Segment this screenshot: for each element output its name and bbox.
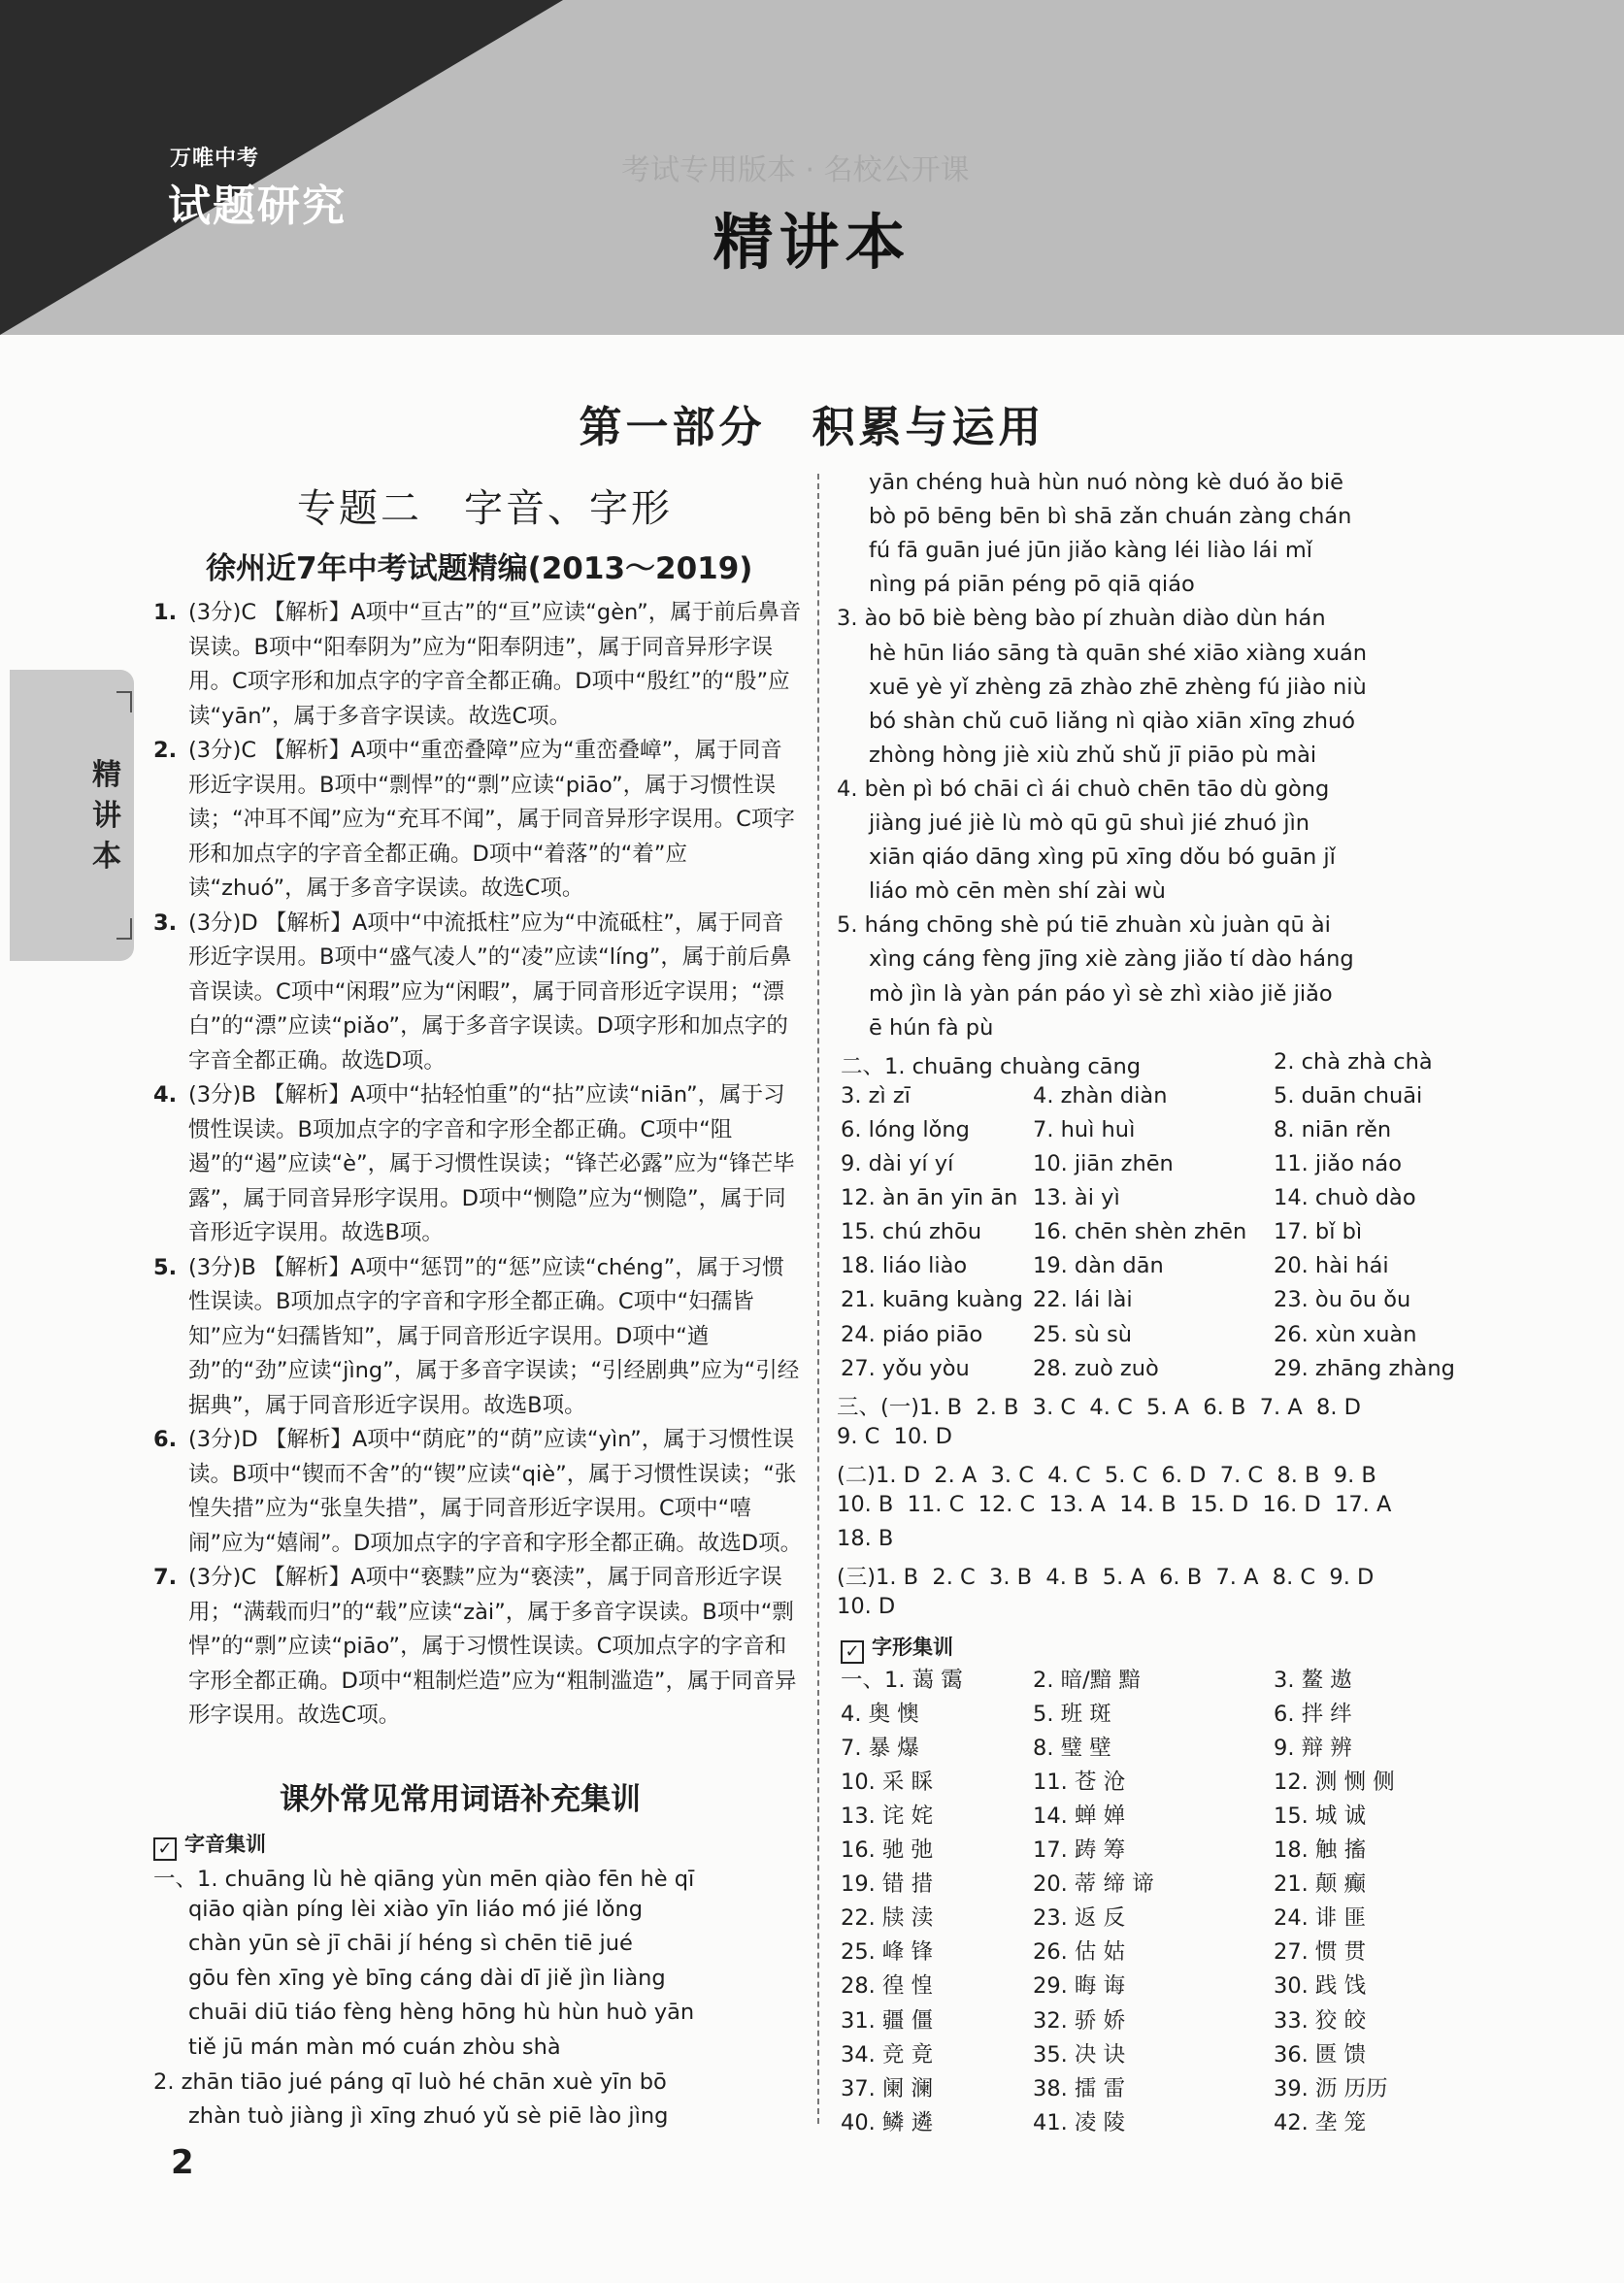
item-text: (3分)C 【解析】A项中“亵黩”应为“亵渎”，属于同音形近字误用；“满载而归”的“载”应读“zài”，属于多音字误读。B项中“剽悍”的“剽”应读“piāo”，属于习惯性误读。C项加点字的字音和字形全都正确。D项中“粗制烂造”应为“粗制滥造”，属于同音异形字误用。故选C项。 (188, 1565, 797, 1728)
choice-answers: 18. B (837, 1526, 894, 1552)
zixing-answer: 5. 班 斑 (1033, 1701, 1111, 1727)
item-number: 7. (153, 1565, 178, 1590)
item-number: 4. (153, 1082, 178, 1108)
zixing-answer: 20. 蒂 缔 谛 (1033, 1871, 1154, 1898)
zixing-answer: 4. 奥 懊 (841, 1701, 919, 1727)
answer-item (153, 734, 804, 907)
item-number: 3. (153, 910, 178, 936)
pinyin-answer: 27. yǒu yòu (841, 1355, 970, 1381)
pinyin-answer: 18. liáo liào (841, 1253, 968, 1279)
pinyin-line: gōu fèn xīng yè bīng cáng dài dī jiě jìn liàng (188, 1965, 666, 1991)
zixing-answer: 30. 践 饯 (1274, 1973, 1367, 2000)
pinyin-answer: 2. chà zhà chà (1274, 1048, 1433, 1075)
zixing-answer: 14. 蝉 婵 (1033, 1803, 1126, 1829)
pinyin-line: tiě jū mán màn mó cuán zhòu shà (188, 2035, 561, 2060)
pinyin-answer: 22. lái lài (1033, 1287, 1133, 1313)
pinyin-line: 一、1. chuāng lù hè qiāng yùn mēn qiào fēn hè qī (153, 1867, 695, 1892)
item-number: 1. (153, 600, 178, 625)
zixing-answer: 18. 触 搐 (1274, 1837, 1367, 1863)
pinyin-answer: 11. jiǎo náo (1274, 1151, 1402, 1176)
check-icon: ✓ (841, 1640, 864, 1664)
bracket-bottom (116, 918, 132, 940)
item-number: 5. (153, 1254, 178, 1280)
pinyin-line: mò jìn là yàn pán páo yì sè zhì xiào jiě jiǎo (869, 980, 1333, 1007)
section-subtitle: 徐州近7年中考试题精编(2013～2019) (206, 551, 753, 586)
zixing-answer: 11. 苍 沧 (1033, 1769, 1126, 1795)
pinyin-answer: 4. zhàn diàn (1033, 1082, 1168, 1108)
choice-answers: 10. D (837, 1594, 896, 1620)
zixing-answer: 23. 返 反 (1033, 1905, 1126, 1932)
pinyin-answer: 12. àn ān yīn ān (841, 1185, 1018, 1211)
zixing-answer: 26. 估 姑 (1033, 1939, 1126, 1966)
pinyin-line: chuāi diū tiáo fèng hèng hōng hù hùn huò yān (188, 2000, 695, 2026)
zixing-answer: 6. 拌 绊 (1274, 1701, 1352, 1727)
zixing-answer: 33. 狡 皎 (1274, 2007, 1367, 2034)
pinyin-line: nìng pá piān péng pō qiā qiáo (869, 572, 1195, 598)
pinyin-line: ē hún fà pù (869, 1014, 994, 1041)
pinyin-line: liáo mò cēn mèn shí zài wù (869, 878, 1166, 905)
bracket-top (116, 691, 132, 712)
pinyin-answer: 16. chēn shèn zhēn (1033, 1219, 1247, 1245)
zixing-answer: 39. 沥 历历 (1274, 2075, 1388, 2101)
pinyin-line: chàn yūn sè jī chāi jí héng sì chēn tiē jué (188, 1931, 633, 1957)
pinyin-line: yān chéng huà hùn nuó nòng kè duó ǎo biē (869, 470, 1344, 495)
zixing-answer: 40. 鳞 遴 (841, 2109, 934, 2135)
pinyin-line: 5. háng chōng shè pú tiē zhuàn xù juàn qū ài (837, 912, 1331, 939)
zixing-answer: 一、1. 蔼 霭 (841, 1667, 963, 1693)
answer-item (153, 596, 804, 734)
brand-triangle (0, 0, 563, 335)
pinyin-answer: 19. dàn dān (1033, 1253, 1164, 1279)
pinyin-line: 4. bèn pì bó chāi cì ái chuò chēn tāo dù gòng (837, 776, 1330, 802)
choice-answers: 三、(一)1. B 2. B 3. C 4. C 5. A 6. B 7. A 8. D (837, 1394, 1361, 1420)
item-text: (3分)C 【解析】A项中“重峦叠障”应为“重峦叠嶂”，属于同音形近字误用。B项中“剽悍”的“剽”应读“piāo”，属于习惯性误读；“冲耳不闻”应为“充耳不闻”，属于同音异形字误用。C项字形和加点字的字音全都正确。D项中“着落”的“着”应读“zhuó”，属于多音字误读。故选C项。 (188, 738, 795, 901)
zixing-answer: 15. 城 诚 (1274, 1803, 1367, 1829)
zixing-answer: 19. 错 措 (841, 1871, 934, 1898)
zixing-answer: 41. 凌 陵 (1033, 2109, 1126, 2135)
pinyin-answer: 14. chuò dào (1274, 1185, 1416, 1211)
side-tab (10, 670, 134, 961)
zixing-answer: 17. 踌 筹 (1033, 1837, 1126, 1863)
pinyin-line: jiàng jué jiè lù mò qū gū shuì jié zhuó jìn (869, 811, 1310, 836)
zixing-answer: 2. 暗/黯 黯 (1033, 1667, 1141, 1693)
zixing-answer: 13. 诧 姹 (841, 1803, 934, 1829)
zixing-answer: 32. 骄 娇 (1033, 2007, 1126, 2034)
zixing-answer: 25. 峰 锋 (841, 1939, 934, 1966)
pinyin-answer: 26. xùn xuàn (1274, 1321, 1417, 1347)
item-text: (3分)B 【解析】A项中“拈轻怕重”的“拈”应读“niān”，属于习惯性误读。B项加点字的字音和字形全都正确。C项中“阻遏”的“遏”应读“è”，属于习惯性误读；“锋芒必露”应为“锋芒毕露”，属于同音异形字误用。D项中“恻隐”应为“恻隐”，属于同音形近字误用。故选B项。 (188, 1082, 795, 1245)
pinyin-answer: 15. chú zhōu (841, 1219, 982, 1245)
exam-answer-list (153, 596, 804, 1734)
zixing-answer: 21. 颠 癫 (1274, 1871, 1367, 1898)
item-text: (3分)D 【解析】A项中“荫庇”的“荫”应读“yìn”，属于习惯性误读。B项中“锲而不舍”的“锲”应读“qiè”，属于习惯性误读；“张惶失措”应为“张皇失措”，属于同音形近字误用。C项中“嘻闹”应为“嬉闹”。D项加点字的字音和字形全都正确。故选D项。 (188, 1427, 803, 1556)
pinyin-line: qiāo qiàn píng lèi xiào yīn liáo mó jié lǒng (188, 1896, 644, 1922)
choice-answers: 9. C 10. D (837, 1423, 952, 1449)
pinyin-answer: 28. zuò zuò (1033, 1355, 1159, 1381)
pinyin-answer: 17. bǐ bì (1274, 1219, 1363, 1245)
zixing-answer: 28. 徨 惶 (841, 1973, 934, 2000)
pinyin-line: bò pō bēng bēn bì shā zǎn chuán zàng chán (869, 504, 1352, 530)
pinyin-line: xuē yè yǐ zhèng zā zhào zhē zhèng fú jiào niù (869, 674, 1367, 700)
pinyin-answer: 13. ài yì (1033, 1185, 1120, 1211)
pinyin-answer: 7. huì huì (1033, 1116, 1136, 1142)
check-icon: ✓ (153, 1837, 177, 1861)
topic-title: 专题二 字音、字形 (297, 486, 673, 531)
pinyin-line: hè hūn liáo sāng tà quān shé xiāo xiàng xuán (869, 640, 1368, 666)
answer-item (153, 1251, 804, 1424)
pinyin-answer: 20. hài hái (1274, 1253, 1389, 1279)
zixing-answer: 3. 鳌 遨 (1274, 1667, 1352, 1693)
zixing-answer: 24. 诽 匪 (1274, 1905, 1367, 1932)
zixing-answer: 36. 匮 馈 (1274, 2041, 1367, 2068)
part-title: 第一部分 积累与运用 (579, 403, 1045, 452)
zixing-answer: 16. 驰 弛 (841, 1837, 934, 1863)
item-text: (3分)D 【解析】A项中“中流抵柱”应为“中流砥柱”，属于同音形近字误用。B项中“盛气凌人”的“凌”应读“líng”，属于前后鼻音误读。C项中“闲瑕”应为“闲暇”，属于同音形近字误用；“漂白”的“漂”应读“piǎo”，属于多音字误读。D项字形和加点字的字音全都正确。故选D项。 (188, 910, 792, 1074)
zixing-answer: 8. 璧 壁 (1033, 1735, 1111, 1761)
zixing-answer: 35. 决 诀 (1033, 2041, 1126, 2068)
item-text: (3分)B 【解析】A项中“惩罚”的“惩”应读“chéng”，属于习惯性误读。B项加点字的字音和字形全都正确。C项中“妇孺皆知”应为“妇孺皆知”，属于同音形近字误用。D项中“遒劲”的“劲”应读“jìng”，属于多音字误读；“引经剧典”应为“引经据典”，属于同音形近字误用。故选B项。 (188, 1254, 800, 1418)
pinyin-answer: 3. zì zī (841, 1082, 911, 1108)
pinyin-line: 2. zhān tiāo jué páng qī luò hé chān xuè yīn bō (153, 2068, 667, 2095)
zixing-answer: 12. 测 恻 侧 (1274, 1769, 1395, 1795)
pinyin-answer: 5. duān chuāi (1274, 1082, 1423, 1108)
pinyin-line: bó shàn chǔ cuō liǎng nì qiào xiān xīng zhuó (869, 708, 1355, 734)
pinyin-line: 3. ào bō biè bèng bào pí zhuàn diào dùn hán (837, 606, 1326, 632)
zixing-answer: 9. 辩 辨 (1274, 1735, 1352, 1761)
choice-answers: 10. B 11. C 12. C 13. A 14. B 15. D 16. D 17. A (837, 1492, 1392, 1517)
pinyin-answer: 10. jiān zhēn (1033, 1151, 1174, 1176)
zixing-answer: 38. 擂 雷 (1033, 2075, 1126, 2101)
zixing-answer: 7. 暴 爆 (841, 1735, 919, 1761)
side-tab-label: 精 讲 本 (92, 758, 121, 874)
pinyin-answer: 8. niān rěn (1274, 1116, 1392, 1142)
zixing-answer: 22. 牍 渎 (841, 1905, 934, 1932)
pinyin-answer: 25. sù sù (1033, 1321, 1133, 1347)
pinyin-answer: 21. kuāng kuàng (841, 1287, 1023, 1313)
zixing-answer: 37. 阑 澜 (841, 2075, 934, 2101)
answer-item (153, 1561, 804, 1734)
brand-logo-text: 试题研究 (168, 182, 347, 231)
answer-item (153, 1423, 804, 1561)
zi-xing-header: ✓ 字形集训 (841, 1632, 953, 1664)
pinyin-answer: 6. lóng lǒng (841, 1116, 970, 1142)
item-text: (3分)C 【解析】A项中“亘古”的“亘”应读“gèn”，属于前后鼻音误读。B项中“阳奉阴为”应为“阳奉阴违”，属于同音异形字误用。C项字形和加点字的字音全都正确。D项中“殷红”的“殷”应读“yān”，属于多音字误读。故选C项。 (188, 600, 802, 729)
pinyin-line: zhòng hòng jiè xiù zhǔ shǔ jī piāo pù mài (869, 742, 1317, 768)
zixing-answer: 42. 垄 笼 (1274, 2109, 1367, 2135)
pinyin-answer: 24. piáo piāo (841, 1321, 983, 1347)
column-divider (817, 474, 819, 2124)
zixing-answer: 31. 疆 僵 (841, 2007, 934, 2034)
item-number: 2. (153, 738, 178, 763)
brand-subtitle: 万唯中考 (170, 147, 260, 171)
choice-answers: (二)1. D 2. A 3. C 4. C 5. C 6. D 7. C 8. B 9. B (837, 1462, 1376, 1488)
answer-item (153, 907, 804, 1079)
pinyin-line: xiān qiáo dāng xìng pū xīng dǒu bó guān jǐ (869, 844, 1336, 871)
pinyin-answer: 9. dài yí yí (841, 1151, 954, 1176)
page-number: 2 (171, 2143, 194, 2182)
item-number: 6. (153, 1427, 178, 1452)
header-banner (0, 0, 1624, 335)
watermark-text: 考试专用版本 · 名校公开课 (621, 153, 970, 187)
supplement-title: 课外常见常用词语补充集训 (280, 1782, 641, 1817)
pinyin-answer: 29. zhāng zhàng (1274, 1355, 1455, 1381)
choice-answers: (三)1. B 2. C 3. B 4. B 5. A 6. B 7. A 8. C 9. D (837, 1565, 1375, 1591)
zixing-answer: 10. 采 睬 (841, 1769, 934, 1795)
pinyin-line: fú fā guān jué jūn jiǎo kàng léi liào lái mǐ (869, 538, 1313, 564)
pinyin-line: xìng cáng fèng jīng xiè zàng jiǎo tí dào háng (869, 946, 1354, 973)
book-title: 精讲本 (713, 207, 911, 278)
pinyin-line: zhàn tuò jiàng jì xīng zhuó yǔ sè piē lào jìng (188, 2103, 669, 2130)
zi-yin-header: ✓ 字音集训 (153, 1829, 266, 1861)
pinyin-answer: 23. òu ōu ǒu (1274, 1287, 1411, 1313)
zixing-answer: 34. 竞 竟 (841, 2041, 934, 2068)
pinyin-answer: 二、1. chuāng chuàng cāng (841, 1053, 1142, 1079)
answer-item (153, 1078, 804, 1251)
zixing-answer: 29. 晦 诲 (1033, 1973, 1126, 2000)
zixing-answer: 27. 惯 贯 (1274, 1939, 1367, 1966)
